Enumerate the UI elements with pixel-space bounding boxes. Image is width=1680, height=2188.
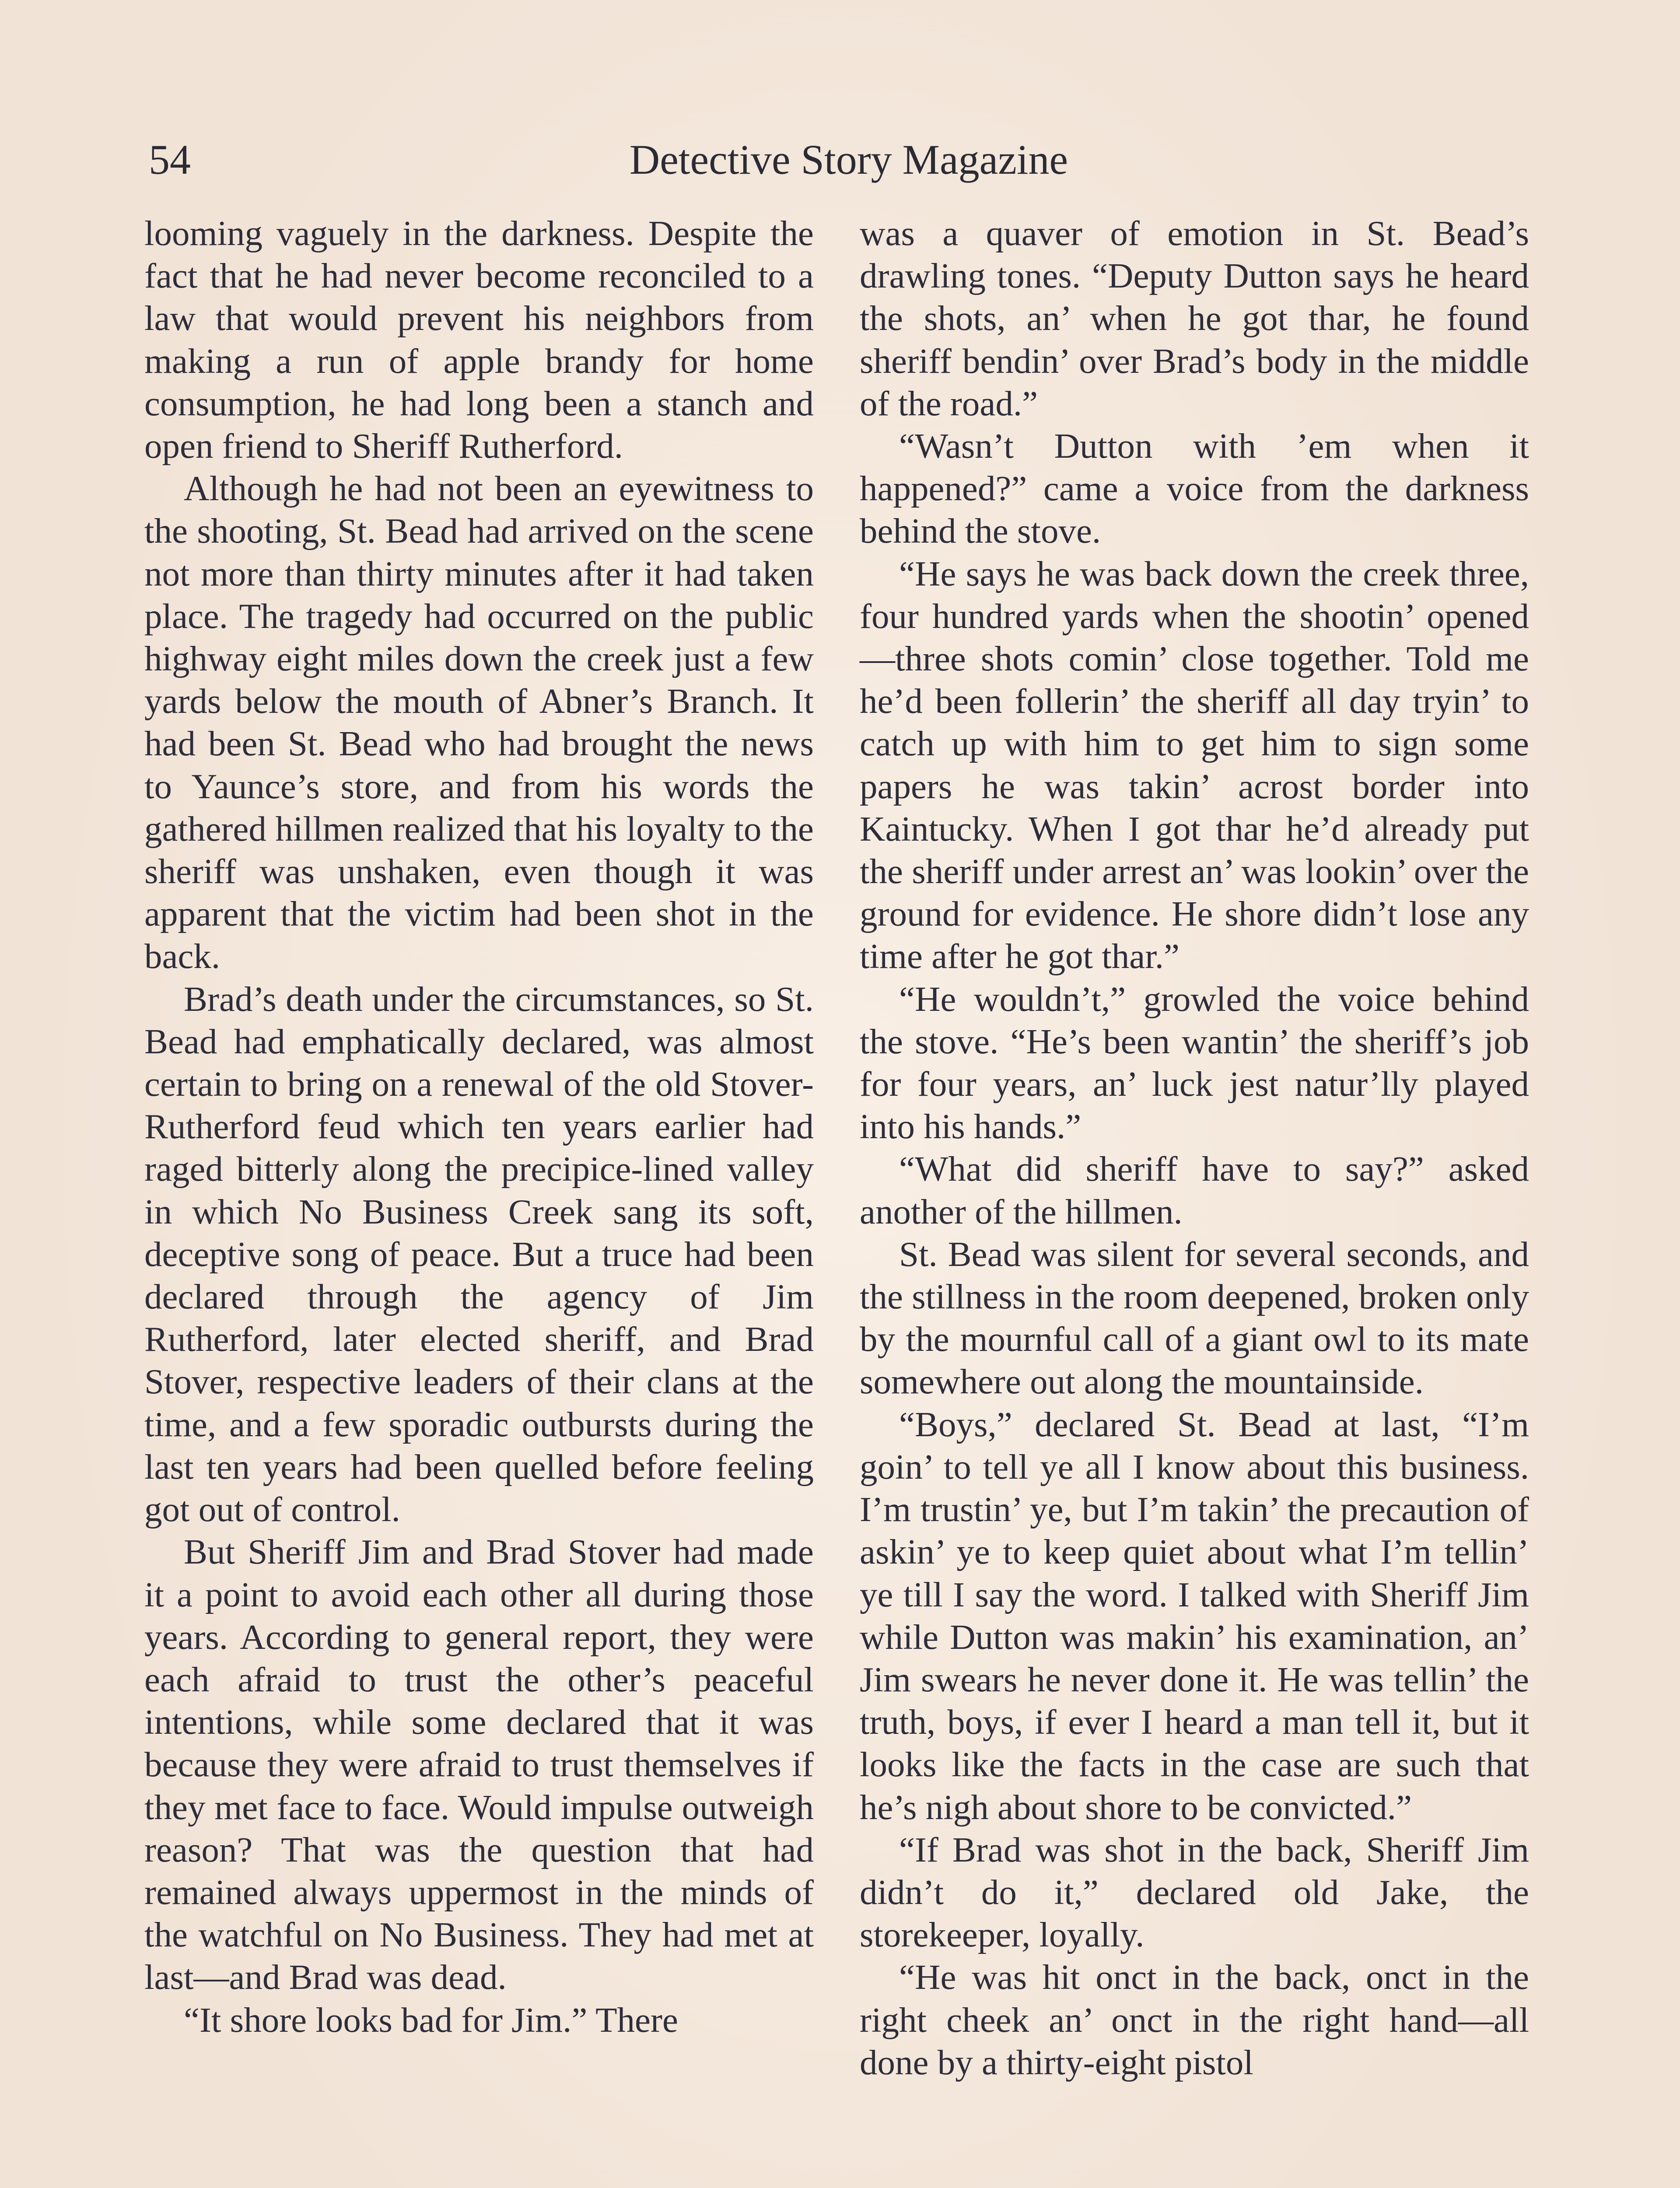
paragraph: “If Brad was shot in the back, Sheriff Jim didn’t do it,” declared old Jake, the storekeeper, loyally.	[860, 1830, 1529, 1955]
magazine-title: Detective Story Magazine	[629, 136, 1068, 183]
paragraph: St. Bead was silent for several seconds, and the stillness in the room deepened, broken only by the mournful call of a giant owl to its mate somewhere out along the mountainside.	[860, 1234, 1529, 1402]
page-number: 54	[149, 136, 191, 183]
paragraph: “He wouldn’t,” growled the voice behind the stove. “He’s been wantin’ the sheriff’s job for four years, an’ luck jest natur’lly played into his hands.”	[860, 979, 1529, 1147]
paragraph: “He says he was back down the creek three, four hundred yards when the shootin’ opened—three shots comin’ close together. Told me he’d been follerin’ the sheriff all day tryin’ to catch up with him to get him to sign some papers he was takin’ acrost border into Kaintucky. When I got thar he’d already put the sheriff under arrest an’ was lookin’ over the ground for evidence. He shore didn’t lose any time after he got thar.”	[860, 554, 1529, 976]
paragraph: “He was hit onct in the back, onct in the right cheek an’ onct in the right hand—all done by a thirty-eight pistol	[860, 1957, 1529, 2082]
page-header	[149, 123, 1549, 197]
right-text-column	[860, 212, 1529, 2084]
paragraph: “Boys,” declared St. Bead at last, “I’m goin’ to tell ye all I know about this business. I’m trustin’ ye, but I’m takin’ the precaution of askin’ ye to keep quiet about what I’m tellin’ ye till I say the word. I talked with Sheriff Jim while Dutton was makin’ his examination, an’ Jim swears he never done it. He was tellin’ the truth, boys, if ever I heard a man tell it, but it looks like the facts in the case are such that he’s nigh about shore to be convicted.”	[860, 1404, 1529, 1827]
paragraph: “It shore looks bad for Jim.” There	[184, 2000, 678, 2040]
paragraph: “What did sheriff have to say?” asked another of the hillmen.	[860, 1149, 1529, 1231]
left-text-column	[144, 212, 814, 2041]
paragraph: “Wasn’t Dutton with ’em when it happened?” came a voice from the darkness behind the stove.	[860, 426, 1529, 551]
paragraph: was a quaver of emotion in St. Bead’s drawling tones. “Deputy Dutton says he heard the shots, an’ when he got thar, he found sheriff bendin’ over Brad’s body in the middle of the road.”	[860, 214, 1529, 423]
paragraph: Although he had not been an eyewitness to the shooting, St. Bead had arrived on the scene not more than thirty minutes after it had taken place. The tragedy had occurred on the public highway eight miles down the creek just a few yards below the mouth of Abner’s Branch. It had been St. Bead who had brought the news to Yaunce’s store, and from his words the gathered hillmen realized that his loyalty to the sheriff was unshaken, even though it was apparent that the victim had been shot in the back.	[144, 469, 814, 976]
paragraph: looming vaguely in the darkness. Despite the fact that he had never become reconciled to a law that would prevent his neighbors from making a run of apple brandy for home consumption, he had long been a stanch and open friend to Sheriff Rutherford.	[144, 214, 814, 466]
paragraph: Brad’s death under the circumstances, so St. Bead had emphatically declared, was almost certain to bring on a renewal of the old Stover-Rutherford feud which ten years earlier had raged bitterly along the precipice-lined valley in which No Business Creek sang its soft, deceptive song of peace. But a truce had been declared through the agency of Jim Rutherford, later elected sheriff, and Brad Stover, respective leaders of their clans at the time, and a few sporadic outbursts during the last ten years had been quelled before feeling got out of control.	[144, 979, 814, 1529]
paragraph: But Sheriff Jim and Brad Stover had made it a point to avoid each other all during those years. According to general report, they were each afraid to trust the other’s peaceful intentions, while some declared that it was because they were afraid to trust themselves if they met face to face. Would impulse outweigh reason? That was the question that had remained always uppermost in the minds of the watchful on No Business. They had met at last—and Brad was dead.	[144, 1532, 814, 1997]
